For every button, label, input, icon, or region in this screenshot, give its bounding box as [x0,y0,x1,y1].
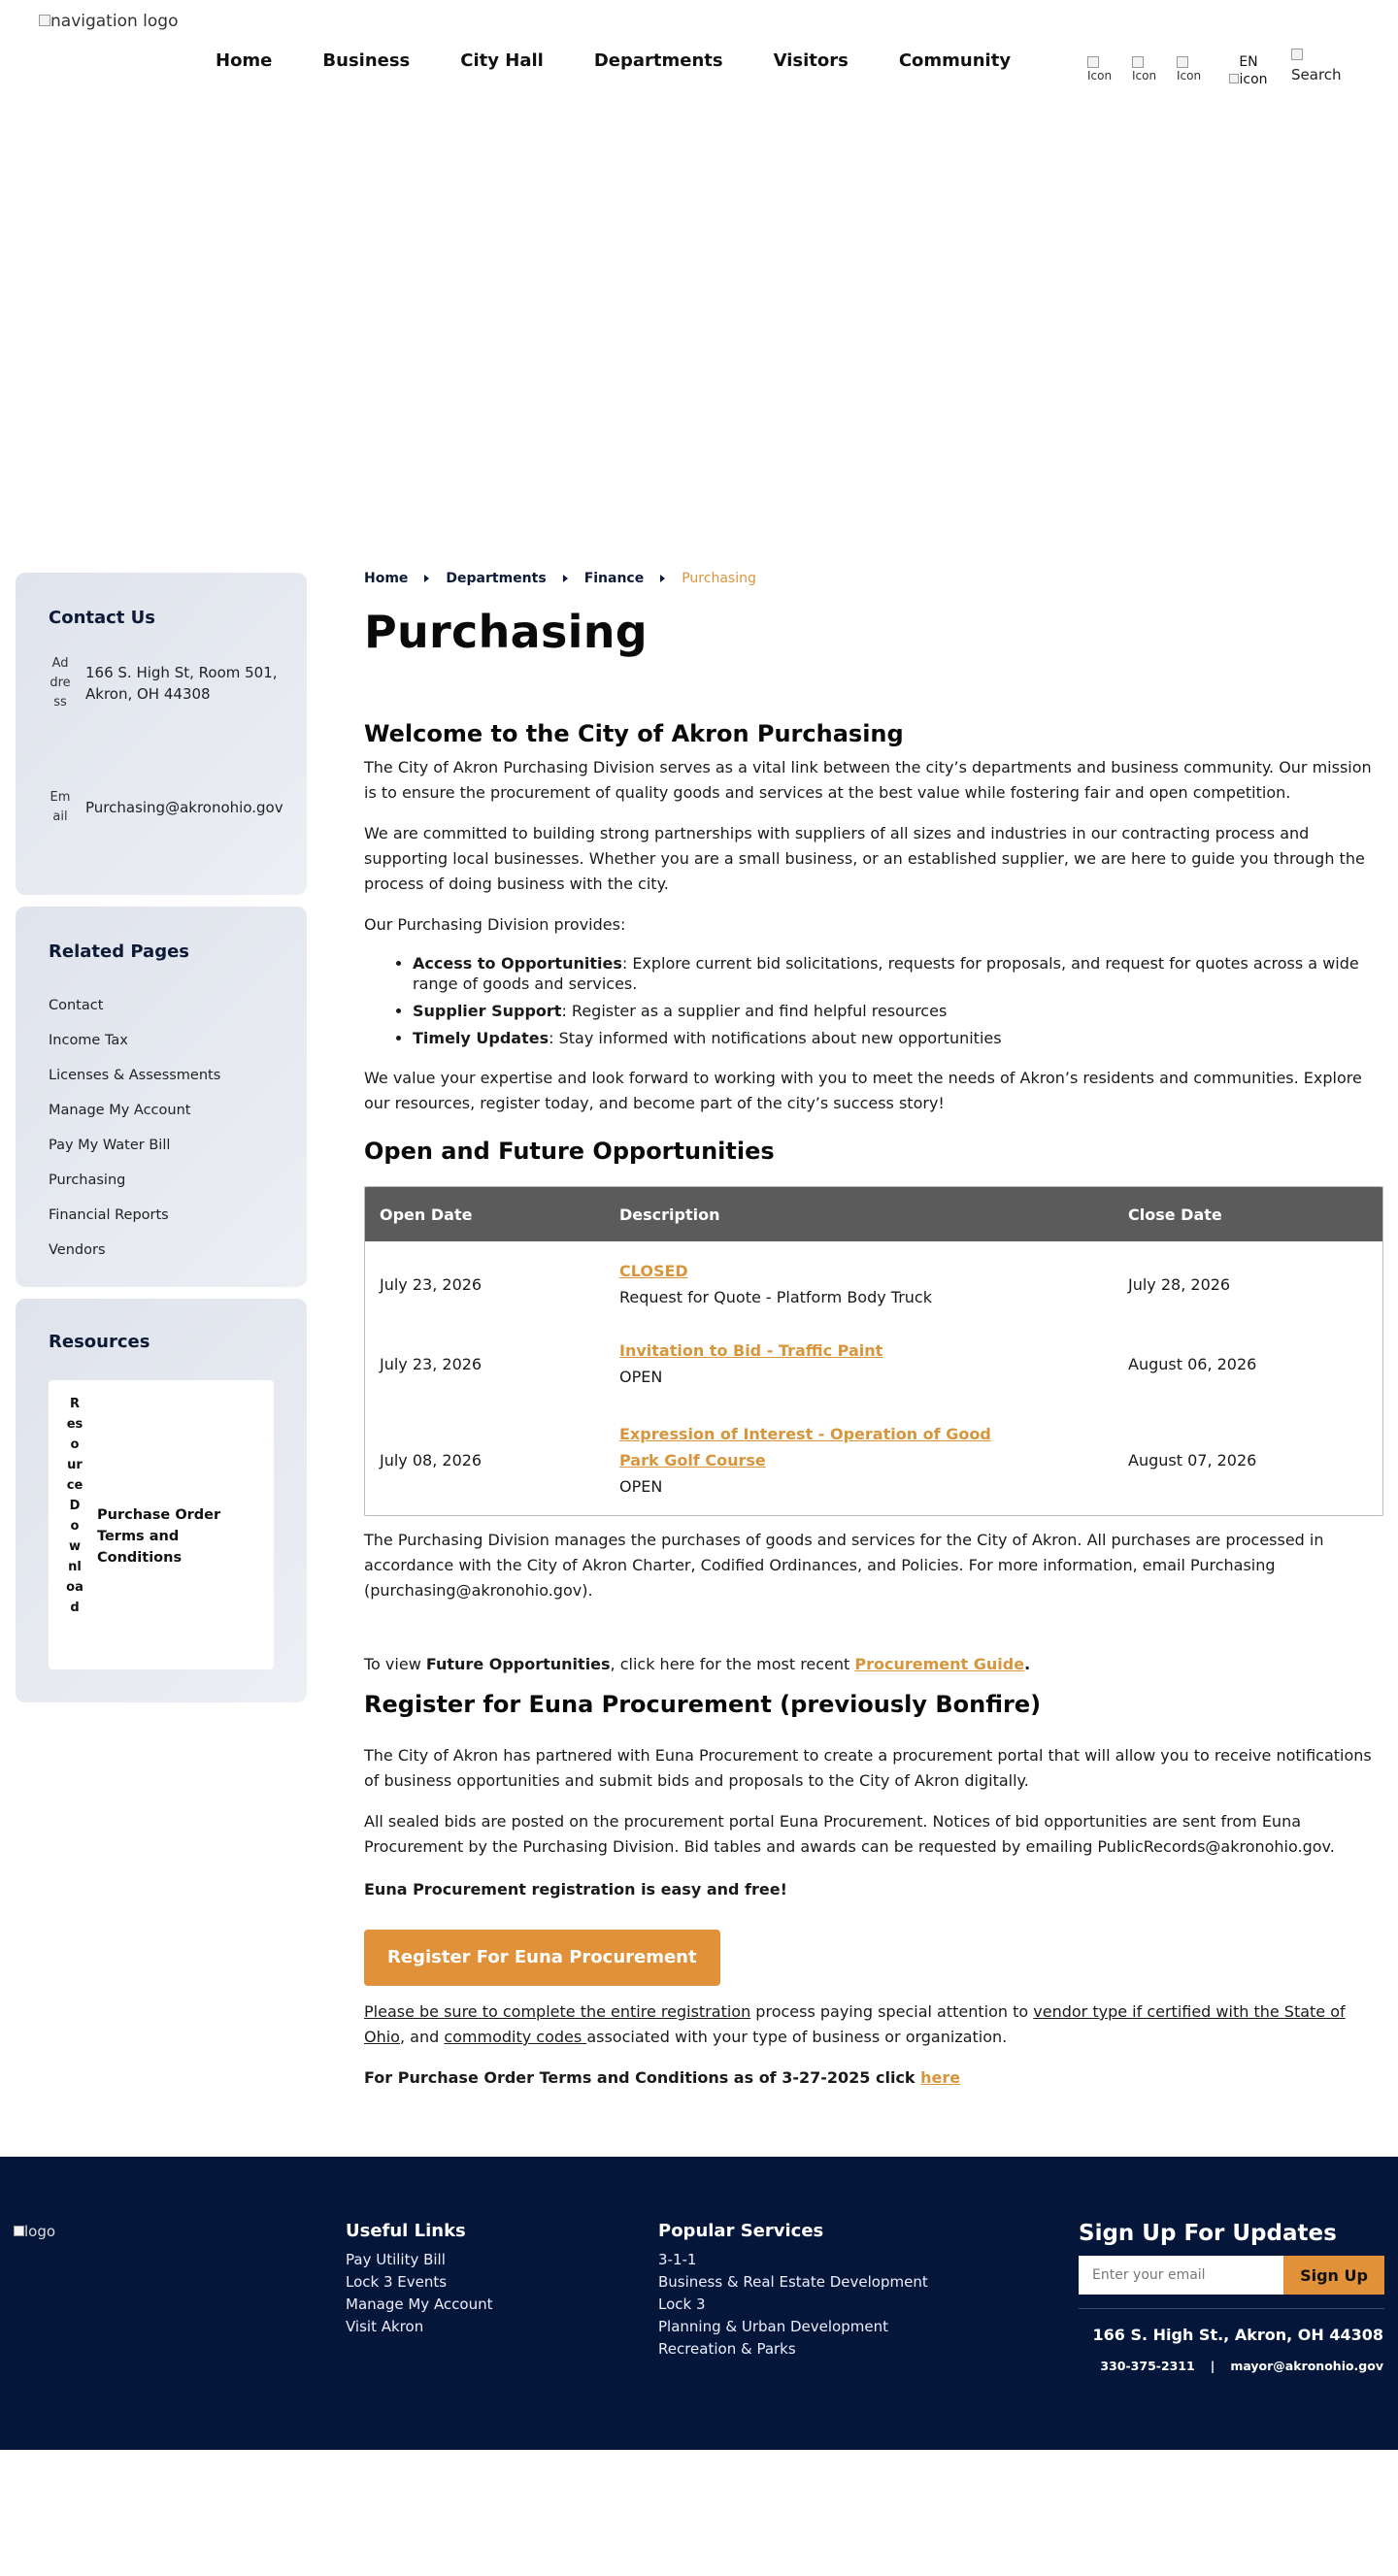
list-item [413,1028,1383,1048]
email-field[interactable] [1079,2256,1283,2295]
vendor-type-link[interactable]: vendor type if certified with the State of Ohio [364,2002,1346,2046]
footer-address: 166 S. High St., Akron, OH 44308 [1092,2326,1383,2344]
related-link-licenses[interactable]: Licenses & Assessments [49,1068,221,1083]
table-row [365,1241,1382,1323]
footer-link[interactable]: Lock 3 [658,2295,706,2313]
broken-image-icon [39,15,50,26]
procurement-guide-link[interactable]: Procurement Guide [854,1655,1025,1673]
registration-instructions [364,1999,1383,2050]
future-text-mid: , click here for the most recent [610,1655,855,1673]
welcome-paragraph-1: The City of Akron Purchasing Division serves as a vital link between the city’s departments and business community. Our mission is to ensure the procurement of quality goods and services at the best value while fostering fair and open competition. [364,758,1372,802]
useful-links [346,2221,493,2338]
register-button-wrap [364,1930,1383,1986]
search-button[interactable] [1291,49,1342,83]
chevron-right-icon [424,575,429,582]
list-item [413,953,1383,994]
related-link-financial-reports[interactable]: Financial Reports [49,1207,169,1223]
register-paragraph-1: The City of Akron has partnered with Euna Procurement to create a procurement portal that will allow you to receive notifications of business opportunities and submit bids and proposals to the City of Akron digitally. [364,1746,1372,1790]
provides-list [364,953,1383,1055]
resource-download-item[interactable] [49,1380,274,1669]
commodity-codes-link[interactable]: commodity codes [444,2028,587,2046]
footer-phone[interactable]: 330-375-2311 [1100,2359,1195,2373]
column-header-close-date: Close Date [1128,1205,1222,1224]
register-paragraph-2: All sealed bids are posted on the procurement portal Euna Procurement. Notices of bid opportunities are sent from Euna Procurement by the Purchasing Division. Bid tables and awards can be requested by emailing PublicRecords@akronohio.gov. [364,1812,1335,1856]
utility-icon-2[interactable] [1132,56,1159,89]
popular-services-title: Popular Services [658,2221,824,2241]
language-icon [1229,72,1268,87]
breadcrumb-home[interactable]: Home [364,571,409,586]
lang-icon-alt: icon [1239,72,1268,87]
search-label: Search [1291,66,1342,83]
bullet-text: : Register as a supplier and find helpful resources [561,1002,948,1020]
contact-title: Contact Us [49,608,156,628]
table-row [365,1404,1382,1515]
footer-link[interactable]: Planning & Urban Development [658,2318,888,2335]
registration-free-note: Euna Procurement registration is easy and free! [364,1880,787,1899]
instruction-text: associated with your type of business or organization. [586,2028,1008,2046]
open-date: July 23, 2026 [380,1354,483,1373]
instruction-text: process paying special attention to [750,2002,1034,2021]
instruction-text: , and [399,2028,445,2046]
division-note: The Purchasing Division manages the purchases of goods and services for the City of Akron. All purchases are processed in accordance with the City of Akron Charter, Codified Ordinances, and Policies. For more information, email Purchasing (purchasing@akronohio.gov). [364,1531,1324,1600]
close-date: August 06, 2026 [1128,1354,1257,1373]
signup-form [1079,2256,1384,2295]
opportunity-description: OPEN [619,1368,663,1386]
nav-home[interactable]: Home [216,50,273,71]
resource-label: Purchase Order Terms and Conditions [97,1507,221,1566]
open-date: July 08, 2026 [380,1450,483,1470]
table-row [365,1323,1382,1404]
related-link-manage-account[interactable]: Manage My Account [49,1103,191,1118]
broken-image-icon [1229,74,1239,83]
opportunities-heading: Open and Future Opportunities [364,1138,775,1165]
signup-button[interactable]: Sign Up [1283,2256,1384,2295]
popular-services [658,2221,928,2361]
future-opportunities-note [364,1652,1383,1677]
chevron-right-icon [660,575,665,582]
nav-community[interactable]: Community [898,50,1012,71]
bullet-bold: Supplier Support [413,1002,562,1020]
signup-title: Sign Up For Updates [1079,2221,1337,2246]
footer-link[interactable]: Business & Real Estate Development [658,2273,928,2291]
footer-link[interactable]: Manage My Account [346,2295,493,2313]
column-header-open-date: Open Date [380,1205,473,1224]
table-header [365,1187,1382,1241]
bullet-bold: Access to Opportunities [413,954,622,973]
welcome-paragraph-3: We value your expertise and look forward to working with you to meet the needs of Akron’s residents and communities. Explore our resources, register today, and become part of the city’s success story! [364,1069,1362,1112]
related-link-income-tax[interactable]: Income Tax [49,1033,128,1048]
column-header-description: Description [619,1205,720,1224]
main-nav [216,50,1061,71]
breadcrumb-finance[interactable]: Finance [583,571,645,586]
register-heading: Register for Euna Procurement (previously Bonfire) [364,1691,1042,1718]
address-line-1: 166 S. High St, Room 501, [85,664,278,681]
bullet-text: : Explore current bid solicitations, requests for proposals, and request for quotes across a wide range of goods and services. [413,954,1359,993]
language-selector[interactable] [1229,54,1268,87]
footer-link[interactable]: Pay Utility Bill [346,2251,446,2268]
related-link-vendors[interactable]: Vendors [49,1242,106,1258]
welcome-heading: Welcome to the City of Akron Purchasing [364,720,904,747]
bullet-text: : Stay informed with notifications about new opportunities [549,1029,1002,1047]
footer-logo-alt: logo [24,2223,56,2240]
terms-text: For Purchase Order Terms and Conditions as of 3-27-2025 click [364,2068,921,2087]
broken-image-icon [14,2226,24,2236]
future-text-bold: Future Opportunities [425,1655,611,1673]
welcome-paragraph-2: We are committed to building strong partnerships with suppliers of all sizes and industries in our contracting process and supporting local businesses. Whether you are a small business, or an established supplier, we are here to guide you through the process of doing business with the city. [364,824,1365,893]
email-icon: Email [50,790,71,824]
future-text-pre: To view [364,1655,426,1673]
related-link-purchasing[interactable]: Purchasing [49,1172,126,1188]
footer-divider [1079,2308,1384,2309]
complete-registration-link[interactable]: Please be sure to complete the entire registration [364,2002,751,2021]
opportunity-link[interactable]: Expression of Interest - Operation of Good Park Golf Course [619,1424,991,1470]
download-icon: Resource Download [66,1397,83,1615]
related-link-water-bill[interactable]: Pay My Water Bill [49,1138,171,1153]
nav-visitors[interactable]: Visitors [773,50,849,71]
address-line-2: Akron, OH 44308 [85,685,211,703]
open-date: July 23, 2026 [380,1274,483,1294]
useful-links-title: Useful Links [346,2221,466,2241]
chevron-right-icon [563,575,568,582]
close-date: July 28, 2026 [1128,1274,1231,1294]
utility-icons [1087,56,1221,89]
footer-link[interactable]: Visit Akron [346,2318,424,2335]
icon-alt-text: Icon [1087,69,1113,83]
logo-alt-text: navigation logo [50,12,179,31]
footer-separator: | [1210,2359,1215,2373]
broken-image-icon [1177,56,1188,68]
list-item [413,1001,1383,1021]
footer-contact [1100,2359,1383,2373]
main-content [364,571,1383,2087]
nav-city-hall[interactable]: City Hall [460,50,544,71]
related-pages-list [49,988,220,1268]
navigation-logo[interactable] [39,12,178,31]
close-date: August 07, 2026 [1128,1450,1257,1470]
contact-email-link[interactable]: Purchasing@akronohio.gov [85,799,283,816]
contact-card [16,573,307,895]
future-text-post: . [1024,1655,1031,1673]
icon-alt-text: Icon [1177,69,1202,83]
nav-business[interactable]: Business [322,50,411,71]
footer-link[interactable]: Recreation & Parks [658,2340,796,2358]
related-pages-title: Related Pages [49,941,190,962]
related-pages-card [16,907,307,1287]
broken-image-icon [1087,56,1099,68]
breadcrumb [364,571,1383,586]
terms-here-link[interactable]: here [920,2068,961,2087]
bullet-bold: Timely Updates [413,1029,549,1047]
nav-departments[interactable]: Departments [593,50,723,71]
footer-link[interactable]: Lock 3 Events [346,2273,448,2291]
resources-card [16,1299,307,1702]
opportunity-link[interactable]: Invitation to Bid - Traffic Paint [619,1341,883,1360]
search-icon [1291,49,1303,60]
contact-address [49,654,278,712]
footer-logo[interactable] [14,2223,55,2240]
footer-email[interactable]: mayor@akronohio.gov [1230,2359,1383,2373]
opportunity-description: OPEN [619,1476,663,1496]
opportunity-description: Request for Quote - Platform Body Truck [619,1288,932,1306]
resources-title: Resources [49,1332,150,1352]
page-title: Purchasing [364,606,649,658]
breadcrumb-current: Purchasing [682,571,756,586]
utility-icon-3[interactable] [1177,56,1204,89]
related-link-contact[interactable]: Contact [49,998,104,1013]
icon-alt-text: Icon [1132,69,1157,83]
broken-image-icon [1132,56,1144,68]
footer-link[interactable]: 3-1-1 [658,2251,697,2268]
opportunity-link[interactable]: CLOSED [619,1262,688,1280]
opportunities-table [364,1186,1383,1516]
provides-intro: Our Purchasing Division provides: [364,915,626,934]
breadcrumb-departments[interactable]: Departments [446,571,547,586]
address-icon: Address [50,656,71,710]
contact-email [49,788,283,827]
signup-section [1079,2221,1384,2295]
site-footer [0,2157,1398,2450]
terms-note [364,2065,1383,2091]
utility-icon-1[interactable] [1087,56,1115,89]
language-code: EN [1239,54,1258,70]
register-euna-button[interactable]: Register For Euna Procurement [364,1930,720,1986]
site-header [0,0,1398,107]
